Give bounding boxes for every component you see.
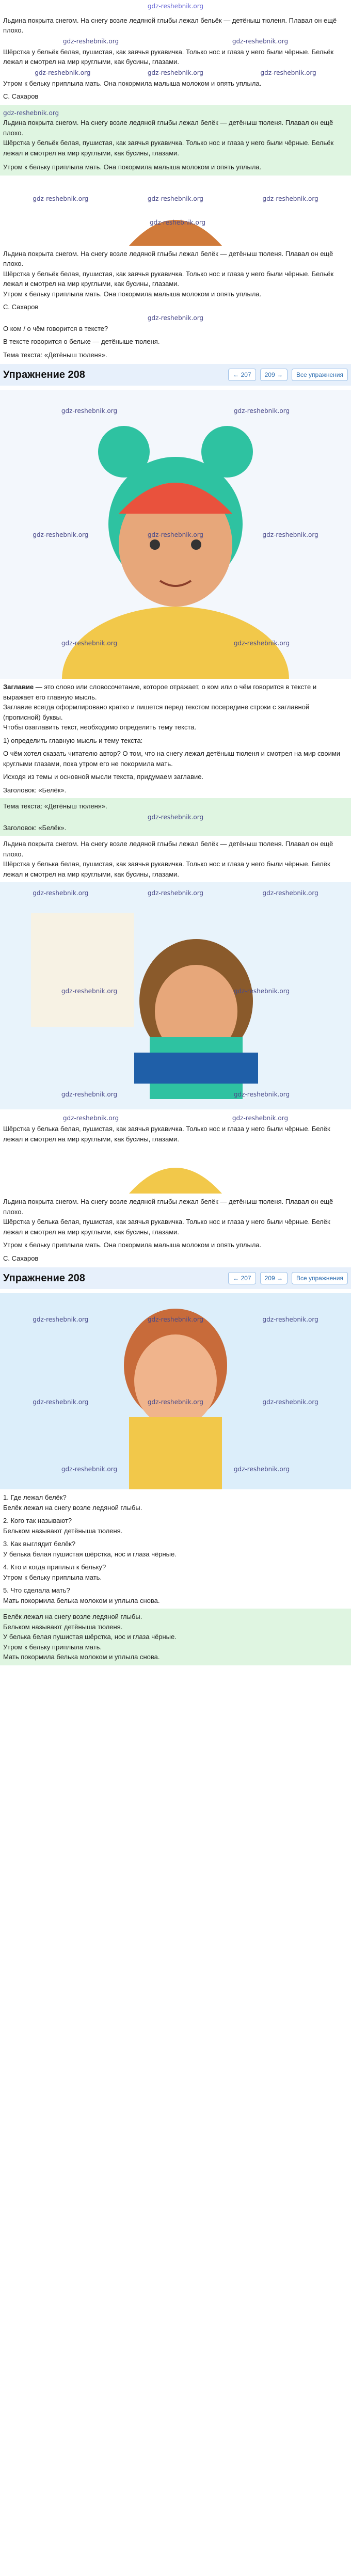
illustration-boy: gdz-reshebnik.org gdz-reshebnik.org gdz-reshebnik.org gdz-reshebnik.org gdz-reshebnik.org gdz-reshebnik.org gdz-reshebnik.org gdz-reshebnik.org [0,1293,351,1489]
qa-block: 1. Где лежал белёк? Белёк лежал на снегу возле ледяной глыбы. 2. Кого так называют? Бельком называют детёныша тюленя. 3. Как выглядит белёк? У белька белая пушистая шёрстка, нос и глаза чёрные. 4. Кто и когда приплыл к бельку? Утром к бельку приплыла мать. 5. Что сделала мать? Мать покормила белька молоком и уплыла снова. [3,1493,177,1604]
text-block-5: Льдина покрыта снегом. На снегу возле ледяной глыбы лежал белёк — детёныш тюленя. Плавал он ещё плохо. Шёрстка у белька белая, пушистая, как заячья рукавичка. Только нос и глаза у него были чёрные. Белёк лежал и смотрел на мир круглыми, как бусины, глазами. Утром к бельку приплыла мать. Она покормила малыша молоком и опять уплыла. С. Сахаров [3,1198,333,1262]
text-block-2: Льдина покрыта снегом. На снегу возле ледяной глыбы лежал белёк — детёныш тюленя. Плавал он ещё плохо. Шёрстка у бельёк белая, пушистая, как заячья рукавичка. Только нос и глаза у него были чёрные. Бельёк лежал и смотрел на мир круглыми, как бусины, глазами. Утром к бельку приплыла мать. Она покормила малыша молоком и опять уплыла. С. Сахаров gdz-reshebnik.org О ком / о чём говорится в тексте? В тексте говорится о бельке — детёныше тюленя. Тема текста: «Детёныш тюленя». [3,249,334,359]
text-block-1: Льдина покрыта снегом. На снегу возле ледяной глыбы лежал бельёк — детёныш тюленя. Плавал он ещё плохо. gdz-reshebnik.org gdz-reshebnik.org Шёрстка у бельёк белая, пушистая, как заячья рукавичка. Только нос и глаза у него были чёрные. Бельёк лежал и смотрел на мир круглыми, как бусины, глазами. gdz-reshebnik.org gdz-reshebnik.org gdz-reshebnik.org Утром к бельку приплыла мать. Она покормила малыша молоком и опять уплыла. С. Сахаров [0,15,351,102]
all-exercises-button[interactable]: Все упражнения [292,369,348,381]
paragraph: Льдина покрыта снегом. На снегу возле ледяной глыбы лежал белёк — детёныш тюленя. Плавал он ещё плохо. [3,119,333,137]
exercise-nav [228,369,348,381]
paragraph: Льдина покрыта снегом. На снегу возле ледяной глыбы лежал бельёк — детёныш тюленя. Плавал он ещё плохо. [3,16,337,34]
prev-exercise-button[interactable]: ← 207 [228,369,256,381]
text-block-4: gdz-reshebnik.org gdz-reshebnik.org Шёрстка у белька белая, пушистая, как заячья рукавичка. Только нос и глаза у него были чёрные. Белёк лежал и смотрел на мир круглыми, как бусины, глазами. [3,1115,330,1143]
answer-box-1: gdz-reshebnik.org Льдина покрыта снегом. На снегу возле ледяной глыбы лежал белёк — детёныш тюленя. Плавал он ещё плохо. Шёрстка у бельёк белая, пушистая, как заячья рукавичка. Только нос и глаза у него были чёрные. Бельёк лежал и смотрел на мир круглыми, как бусины, глазами. Утром к бельку приплыла мать. Она покормила малыша молоком и опять уплыла. [0,105,351,176]
illustration-reading: gdz-reshebnik.org gdz-reshebnik.org gdz-reshebnik.org gdz-reshebnik.org gdz-reshebnik.org gdz-reshebnik.org gdz-reshebnik.org [0,882,351,1109]
next-exercise-button[interactable]: 209 → [260,1272,288,1284]
paragraph: Шёрстка у бельёк белая, пушистая, как заячья рукавичка. Только нос и глаза у него были чёрные. Бельёк лежал и смотрел на мир круглыми, как бусины, глазами. [3,47,334,66]
exercise-header-2 [0,1267,351,1289]
paragraph: Утром к бельку приплыла мать. Она покормила малыша молоком и опять уплыла. [3,163,262,171]
illustration-1: gdz-reshebnik.org gdz-reshebnik.org gdz-reshebnik.org gdz-reshebnik.org [0,179,351,246]
paragraph: Шёрстка у бельёк белая, пушистая, как заячья рукавичка. Только нос и глаза у него были чёрные. Бельёк лежал и смотрел на мир круглыми, как бусины, глазами. [3,139,334,157]
site-logo[interactable]: gdz-reshebnik.org [147,3,204,10]
exercise-title: Упражнение 208 [3,369,85,380]
exercise-title: Упражнение 208 [3,1273,85,1284]
illustration-girl: gdz-reshebnik.org gdz-reshebnik.org gdz-reshebnik.org gdz-reshebnik.org gdz-reshebnik.org gdz-reshebnik.org gdz-reshebnik.org [0,390,351,679]
theory-block: Заглавие — это слово или словосочетание, которое отражает, о ком или о чём говорится в тексте и выражает его главную мысль. Заглавие всегда оформлировано кратко и пишется перед текстом посередине строки с заглавной (прописной) буквы. Чтобы озаглавить текст, необходимо определить тему текста. 1) определить главную мысль и тему текста: О чём хотел сказать читателю автор? О том, что на снегу лежал детёныш тюленя и смотрел на мир своими круглыми глазами, пока утром его не покормила мать. Исходя из темы и основной мысли текста, придумаем заглавие. Заголовок: «Белёк». [3,683,341,794]
paragraph: Утром к бельку приплыла мать. Она покормила малыша молоком и опять уплыла. [3,79,262,87]
all-exercises-button[interactable]: Все упражнения [292,1272,348,1284]
exercise-nav [228,1272,348,1284]
answer-box-2: Тема текста: «Детёныш тюленя». gdz-reshebnik.org Заголовок: «Белёк». [0,798,351,836]
answer-box-3: Белёк лежал на снегу возле ледяной глыбы. Бельком называют детёныша тюленя. У белька белая пушистая шёрстка, нос и глаза чёрные. Утром к бельку приплыла мать. Мать покормила белька молоком и уплыла снова. [0,1609,351,1665]
author: С. Сахаров [3,92,39,100]
prev-exercise-button[interactable]: ← 207 [228,1272,256,1284]
yellow-shape-icon [0,1147,351,1194]
next-exercise-button[interactable]: 209 → [260,369,288,381]
text-block-3: Льдина покрыта снегом. На снегу возле ледяной глыбы лежал белёк — детёныш тюленя. Плавал он ещё плохо. Шёрстка у белька белая, пушистая, как заячья рукавичка. Только нос и глаза у него были чёрные. Белёк лежал и смотрел на мир круглыми, как бусины, глазами. [3,840,333,878]
exercise-header-1 [0,364,351,386]
illustration-2 [0,1147,351,1194]
